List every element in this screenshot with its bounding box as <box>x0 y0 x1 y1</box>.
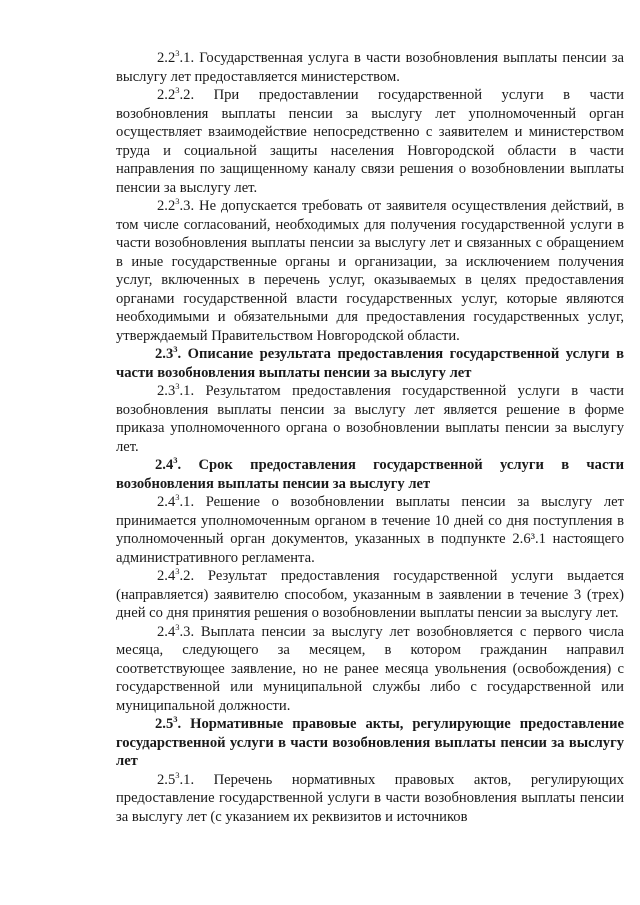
section-heading-2-5-3 <box>116 715 624 771</box>
paragraph-text: .1. Государственная услуга в части возобновления выплаты пенсии за выслугу лет предоставляется министерством. <box>116 50 624 85</box>
paragraph-2-4-3-2 <box>116 567 624 623</box>
clause-superscript: 3 <box>173 344 178 354</box>
clause-number: 2.4 <box>157 623 176 640</box>
clause-number: 2.4 <box>157 568 176 584</box>
clause-superscript: 3 <box>175 48 180 58</box>
paragraph-2-2-3-1 <box>116 49 624 86</box>
paragraph-text: .2. При предоставлении государственной услуги в части возобновления выплаты пенсии за выслугу лет уполномоченный орган осуществляет взаимодействие непосредственно с заявителем и министерством труда и социальной защиты населения Новгородской области в части направления по защищенному каналу связи решения о возобновлении выплаты пенсии за выслугу лет. <box>116 87 624 196</box>
paragraph-2-4-3-1 <box>116 493 624 567</box>
paragraph-text: .2. Результат предоставления государственной услуги выдается (направляется) заявителю способом, указанным в заявлении в течение 3 (трех) дней со дня принятия решения о возобновлении выплаты пенсии за выслугу лет. <box>116 568 624 621</box>
heading-text: . Срок предоставления государственной услуги в части возобновления выплаты пенсии за выслугу лет <box>116 457 624 492</box>
clause-superscript: 3 <box>175 769 180 780</box>
clause-superscript: 3 <box>175 196 180 206</box>
paragraph-2-5-3-1 <box>116 771 624 827</box>
clause-superscript: 3 <box>175 492 180 502</box>
clause-superscript: 3 <box>175 85 180 95</box>
clause-number: 2.2 <box>157 87 176 103</box>
paragraph-2-2-3-2 <box>116 86 624 197</box>
clause-superscript: 3 <box>173 455 178 465</box>
section-heading-2-4-3 <box>116 456 624 493</box>
section-heading-2-3-3 <box>116 345 624 382</box>
paragraph-2-4-3-3 <box>116 623 624 716</box>
paragraph-text: .3. Выплата пенсии за выслугу лет возобновляется с первого числа месяца, следующего за месяцем, в котором гражданин направил соответствующее заявление, но не ранее месяца увольнения (освобождения) с государственной или муниципальной службы либо с государственной или муниципальной должности. <box>116 623 624 714</box>
clause-superscript: 3 <box>175 621 180 632</box>
paragraph-text: .3. Не допускается требовать от заявителя осуществления действий, в том числе согласований, необходимых для получения государственной услуги в части возобновления выплаты пенсии за выслугу лет и связанных с обращением в иные государственные органы и организации, за исключением получения услуг, включенных в перечень услуг, оказываемых в целях предоставления органами государственной власти государственных услуг, которые являются необходимыми и обязательными для предоставления государственных услуг, утверждаемый Правительством Новгородской области. <box>116 198 624 344</box>
paragraph-text: .1. Перечень нормативных правовых актов, регулирующих предоставление государственной услуги в части возобновления выплаты пенсии за выслугу лет (с указанием их реквизитов и источников <box>116 771 624 825</box>
document-page <box>116 49 624 826</box>
heading-text: . Нормативные правовые акты, регулирующие предоставление государственной услуги в части возобновления выплаты пенсии за выслугу лет <box>116 716 624 769</box>
clause-number: 2.5 <box>155 716 174 732</box>
clause-number: 2.4 <box>155 457 174 473</box>
paragraph-text: .1. Результатом предоставления государственной услуги в части возобновления выплаты пенсии за выслугу лет является решение в форме приказа уполномоченного органа о возобновлении выплаты пенсии за выслугу лет. <box>116 383 624 455</box>
clause-number: 2.5 <box>157 771 176 788</box>
paragraph-2-3-3-1 <box>116 382 624 456</box>
paragraph-text: .1. Решение о возобновлении выплаты пенсии за выслугу лет принимается уполномоченным органом в течение 10 дней со дня поступления в уполномоченный орган документов, указанных в подпункте 2.6³.1 настоящего административного регламента. <box>116 494 624 566</box>
paragraph-2-2-3-3 <box>116 197 624 345</box>
clause-number: 2.3 <box>155 346 174 362</box>
clause-number: 2.2 <box>157 50 176 66</box>
clause-number: 2.3 <box>157 383 176 399</box>
clause-superscript: 3 <box>175 381 180 391</box>
clause-number: 2.4 <box>157 494 176 510</box>
clause-superscript: 3 <box>175 566 180 576</box>
heading-text: . Описание результата предоставления государственной услуги в части возобновления выплаты пенсии за выслугу лет <box>116 346 624 381</box>
clause-number: 2.2 <box>157 198 176 214</box>
clause-superscript: 3 <box>173 714 178 724</box>
